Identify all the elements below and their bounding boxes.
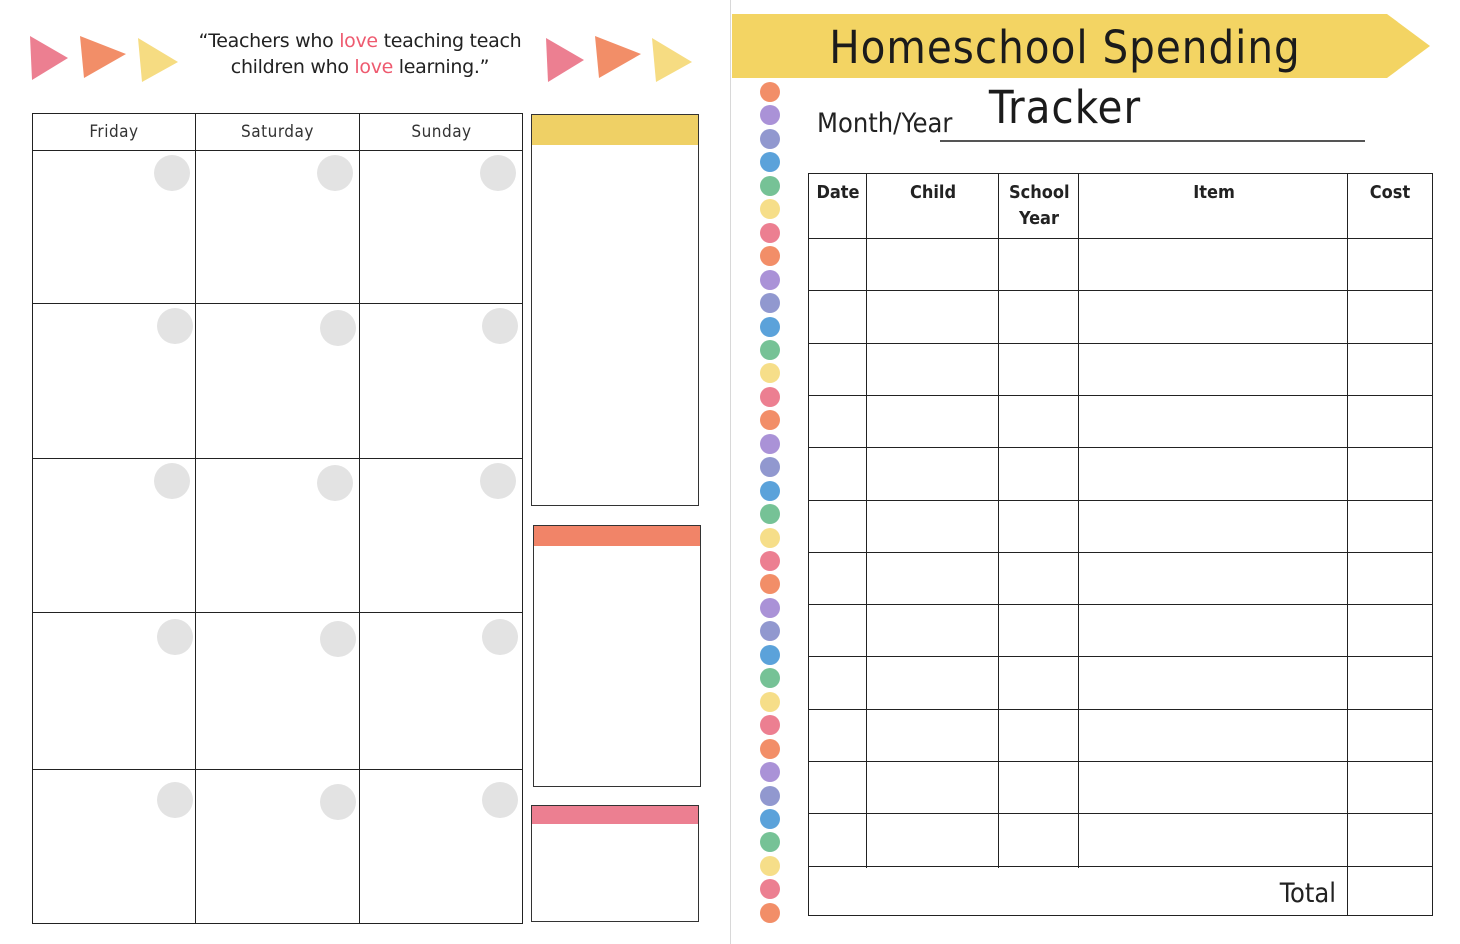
pink-triangle-icon xyxy=(28,34,70,82)
row-divider xyxy=(33,612,522,613)
header-cost: Cost xyxy=(1369,182,1411,203)
decorative-dot xyxy=(760,574,780,594)
row-divider xyxy=(33,769,522,770)
spending-table xyxy=(808,173,1433,916)
day-header-saturday: Saturday xyxy=(241,122,314,142)
date-circle[interactable] xyxy=(157,308,193,344)
notes-box-orange[interactable] xyxy=(533,525,701,787)
decorative-dot xyxy=(760,340,780,360)
header-item: Item xyxy=(1193,182,1235,203)
quote-text-start: “Teachers who xyxy=(198,30,340,52)
page-title: Homeschool Spending Tracker xyxy=(829,21,1301,134)
date-circle[interactable] xyxy=(157,782,193,818)
table-row[interactable] xyxy=(809,396,1432,447)
column-divider xyxy=(195,114,196,923)
decorative-dot xyxy=(760,105,780,125)
date-circle[interactable] xyxy=(320,621,356,657)
day-header-sunday: Sunday xyxy=(411,122,472,142)
decorative-dot xyxy=(760,692,780,712)
column-divider xyxy=(359,114,360,923)
quote-love-word: love xyxy=(354,56,394,78)
total-label: Total xyxy=(1279,878,1336,909)
decorative-dot xyxy=(760,199,780,219)
row-divider xyxy=(33,303,522,304)
notes-box-yellow[interactable] xyxy=(531,114,699,506)
header-child: Child xyxy=(909,182,957,203)
decorative-dot xyxy=(760,410,780,430)
decorative-dot xyxy=(760,176,780,196)
quote-text-end: learning.” xyxy=(393,56,490,78)
decorative-dot xyxy=(760,481,780,501)
decorative-dot xyxy=(760,645,780,665)
table-row[interactable] xyxy=(809,762,1432,813)
date-circle[interactable] xyxy=(157,619,193,655)
date-circle[interactable] xyxy=(482,619,518,655)
decorative-dot xyxy=(760,270,780,290)
decorative-dot xyxy=(760,551,780,571)
yellow-triangle-icon xyxy=(650,36,694,84)
table-row[interactable] xyxy=(809,344,1432,395)
decorative-dot xyxy=(760,129,780,149)
orange-triangle-icon xyxy=(78,32,128,80)
table-row[interactable] xyxy=(809,239,1432,290)
decorative-dot xyxy=(760,856,780,876)
decorative-dot xyxy=(760,457,780,477)
decorative-dot xyxy=(760,598,780,618)
table-row[interactable] xyxy=(809,553,1432,604)
header-school-year: School Year xyxy=(1009,182,1070,229)
decorative-dot xyxy=(760,246,780,266)
decorative-dot xyxy=(760,668,780,688)
table-row[interactable] xyxy=(809,291,1432,342)
date-circle[interactable] xyxy=(320,784,356,820)
decorative-dot xyxy=(760,903,780,923)
date-circle[interactable] xyxy=(482,308,518,344)
date-circle[interactable] xyxy=(154,463,190,499)
month-year-label: Month/Year xyxy=(817,108,953,139)
table-row[interactable] xyxy=(809,710,1432,761)
decorative-dot xyxy=(760,762,780,782)
table-row[interactable] xyxy=(809,448,1432,499)
notes-box-pink[interactable] xyxy=(531,805,699,922)
decorative-dot xyxy=(760,317,780,337)
decorative-dot xyxy=(760,739,780,759)
pink-triangle-icon xyxy=(544,36,586,84)
table-row[interactable] xyxy=(809,605,1432,656)
orange-triangle-icon xyxy=(593,32,643,80)
decorative-dot xyxy=(760,621,780,641)
decorative-dot xyxy=(760,715,780,735)
pink-header-band xyxy=(532,806,698,824)
row-divider xyxy=(33,458,522,459)
decorative-dot xyxy=(760,223,780,243)
page-divider xyxy=(730,0,731,944)
decorative-dot xyxy=(760,528,780,548)
decorative-dot xyxy=(760,363,780,383)
decorative-dot xyxy=(760,879,780,899)
weekend-calendar xyxy=(32,113,523,924)
header-date: Date xyxy=(816,182,860,203)
date-circle[interactable] xyxy=(480,463,516,499)
date-circle[interactable] xyxy=(154,155,190,191)
yellow-triangle-icon xyxy=(136,36,180,84)
orange-header-band xyxy=(534,526,700,546)
table-row[interactable] xyxy=(809,814,1432,865)
decorative-dot xyxy=(760,293,780,313)
decorative-dot xyxy=(760,387,780,407)
date-circle[interactable] xyxy=(317,465,353,501)
row-divider xyxy=(809,866,1432,867)
date-circle[interactable] xyxy=(320,310,356,346)
row-divider xyxy=(33,150,522,151)
decorative-dot xyxy=(760,832,780,852)
day-header-friday: Friday xyxy=(89,122,139,142)
table-row[interactable] xyxy=(809,501,1432,552)
date-circle[interactable] xyxy=(480,155,516,191)
decorative-dot xyxy=(760,504,780,524)
date-circle[interactable] xyxy=(482,782,518,818)
decorative-dot xyxy=(760,152,780,172)
decorative-dot xyxy=(760,809,780,829)
date-circle[interactable] xyxy=(317,155,353,191)
month-year-input-line[interactable] xyxy=(940,140,1365,142)
decorative-dot xyxy=(760,786,780,806)
quote-text-middle: teaching teach children who xyxy=(230,30,522,78)
inspirational-quote xyxy=(180,28,540,80)
yellow-header-band xyxy=(532,115,698,145)
table-row[interactable] xyxy=(809,657,1432,708)
decorative-dot xyxy=(760,434,780,454)
quote-love-word: love xyxy=(339,30,378,52)
decorative-dot xyxy=(760,82,780,102)
